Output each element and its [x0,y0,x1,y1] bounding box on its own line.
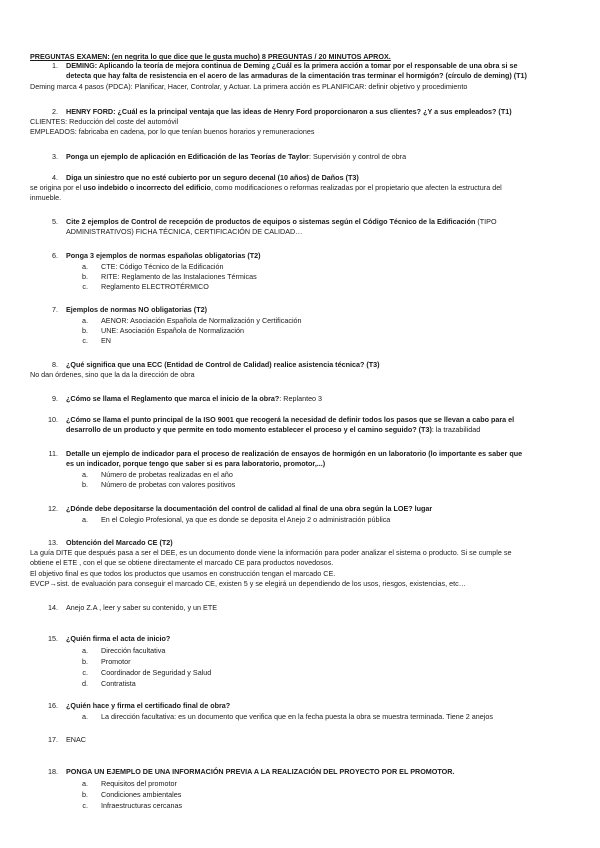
list-label: c. [82,336,88,345]
question-number: 13. [48,538,58,547]
answer-inline: : Replanteo 3 [279,394,323,403]
question-number: 7. [52,305,58,314]
answer-text: EMPLEADOS: fabricaba en cadena, por lo que tenían buenos horarios y remuneraciones [30,127,315,136]
list-item: CTE: Código Técnico de la Edificación [101,262,224,271]
question-text: ¿Quién firma el acta de inicio? [66,634,171,643]
question-text: ¿Dónde debe depositarse la documentación del control de calidad al final de una obra según la LOE? lugar [66,504,433,513]
question-text: Anejo Z.A , leer y saber su contenido, y un ETE [66,603,218,612]
question-number: 10. [48,415,58,424]
question-text: detecta que hay falta de resistencia en el acero de las armaduras de la cimentación tras terminar el hormigón? (círculo de deming) (T1) [66,71,527,80]
question-text: Diga un siniestro que no esté cubierto por un seguro decenal (10 años) de Daños (T3) [66,173,359,182]
question-text [66,394,322,403]
list-item: En el Colegio Profesional, ya que es donde se deposita el Anejo 2 o administración pública [101,515,391,524]
list-item: La dirección facultativa: es un documento que verifica que en la fecha puesta la obra se muestra terminada. Tiene 2 anejos [101,712,493,721]
document-header: PREGUNTAS EXAMEN: (en negrita lo que dice que le gusta mucho) 8 PREGUNTAS / 20 MINUTOS APROX. [30,52,391,61]
list-label: d. [82,679,88,688]
question-text: HENRY FORD: ¿Cuál es la principal ventaja que las ideas de Henry Ford proporcionaron a sus clientes? ¿Y a sus empleados? (T1) [66,107,512,116]
question-number: 14. [48,603,58,612]
answer-inline: : la trazabilidad [431,425,481,434]
list-item: UNE: Asociación Española de Normalización [101,326,245,335]
list-item: Requisitos del promotor [101,779,177,788]
answer-part: se origina por el [30,183,84,192]
answer-part: , como modificaciones o reformas realizadas por el propietario que afecten la estructura del [210,183,502,192]
list-item: Coordinador de Seguridad y Salud [101,668,212,677]
list-item: EN [101,336,111,345]
list-item: Número de probetas realizadas en el año [101,470,233,479]
list-item: Dirección facultativa [101,646,166,655]
list-label: a. [82,262,88,271]
question-number: 18. [48,767,58,776]
question-number: 9. [52,394,58,403]
question-text: Ejemplos de normas NO obligatorias (T2) [66,305,207,314]
answer-text: El objetivo final es que todos los productos que usamos en construcción tengan el marcado CE. [30,569,336,578]
question-number: 1. [52,61,58,70]
question-number: 3. [52,152,58,161]
question-text [66,217,497,226]
question-bold: Ponga un ejemplo de aplicación en Edificación de las Teorías de Taylor [66,152,309,161]
answer-text: La guía DITE que después pasa a ser el DEE, es un documento donde viene la información para poder analizar el sistema o producto. Si se cumple se [30,548,512,557]
list-item: Condiciones ambientales [101,790,182,799]
question-number: 5. [52,217,58,226]
answer-text: Deming marca 4 pasos (PDCA): Planificar, Hacer, Controlar, y Actuar. La primera acción es PLANIFICAR: definir objetivo y procedimiento [30,82,468,91]
question-text: ¿Cómo se llama el punto principal de la ISO 9001 que recogerá la necesidad de definir todos los pasos que se llevan a cabo para el [66,415,515,424]
list-label: b. [82,657,88,666]
question-text [66,152,406,161]
list-item: AENOR: Asociación Española de Normalización y Certificación [101,316,302,325]
answer-text: No dan órdenes, sino que la da la dirección de obra [30,370,195,379]
question-text: es un indicador, porque tengo que saber si es para laboratorio, promotor,...) [66,459,326,468]
question-number: 8. [52,360,58,369]
question-number: 2. [52,107,58,116]
question-number: 17. [48,735,58,744]
question-bold: desarrollo de un producto y que permite en todo momento establecer el proceso y el camino seguido? (T3) [66,425,432,434]
question-text: PONGA UN EJEMPLO DE UNA INFORMACIÓN PREVIA A LA REALIZACIÓN DEL PROYECTO POR EL PROMOTOR. [66,767,455,776]
answer-text: ADMINISTRATIVOS) FICHA TÉCNICA, CERTIFICACIÓN DE CALIDAD… [66,227,303,236]
question-number: 16. [48,701,58,710]
answer-text: inmueble. [30,193,62,202]
list-label: a. [82,779,88,788]
question-number: 4. [52,173,58,182]
list-label: b. [82,272,88,281]
question-number: 12. [48,504,58,513]
list-label: c. [82,282,88,291]
list-label: a. [82,515,88,524]
answer-bold: uso indebido o incorrecto del edificio [83,183,211,192]
question-number: 11. [48,449,58,458]
answer-inline: : Supervisión y control de obra [308,152,407,161]
list-label: a. [82,712,88,721]
question-text: Detalle un ejemplo de indicador para el proceso de realización de ensayos de hormigón en un laboratorio (lo importante es saber que [66,449,523,458]
question-text: Obtención del Marcado CE (T2) [66,538,173,547]
list-item: Promotor [101,657,131,666]
answer-text [30,183,502,192]
list-label: b. [82,326,88,335]
list-item: Contratista [101,679,136,688]
answer-inline: (TIPO [475,217,497,226]
question-number: 6. [52,251,58,260]
list-label: c. [82,801,88,810]
list-item: Infraestructuras cercanas [101,801,183,810]
list-label: b. [82,480,88,489]
list-item: Reglamento ELECTROTÉRMICO [101,282,209,291]
answer-text: CLIENTES: Reducción del coste del automóvil [30,117,179,126]
question-text: ¿Qué significa que una ECC (Entidad de Control de Calidad) realice asistencia técnica? (T3) [66,360,380,369]
question-bold: Cite 2 ejemplos de Control de recepción de productos de equipos o sistemas según el Código Técnico de la Edificación [66,217,476,226]
question-number: 15. [48,634,58,643]
list-label: a. [82,470,88,479]
list-item: Número de probetas con valores positivos [101,480,236,489]
question-text: ENAC [66,735,86,744]
list-label: b. [82,790,88,799]
list-label: a. [82,316,88,325]
answer-text: obtiene el ETE , con el que se obtiene directamente el marcado CE para productos novedosos. [30,558,334,567]
list-item: RITE: Reglamento de las Instalaciones Térmicas [101,272,257,281]
question-text: DEMING: Aplicando la teoría de mejora continua de Deming ¿Cuál es la primera acción a tomar por el responsable de una obra si se [66,61,518,70]
question-text: Ponga 3 ejemplos de normas españolas obligatorias (T2) [66,251,261,260]
list-label: a. [82,646,88,655]
question-bold: ¿Cómo se llama el Reglamento que marca el inicio de la obra? [66,394,280,403]
question-text: ¿Quién hace y firma el certificado final de obra? [66,701,231,710]
question-text [66,425,480,434]
list-label: c. [82,668,88,677]
answer-text: EVCP→sist. de evaluación para conseguir el marcado CE, existen 5 y se elegirá un dependiendo de los usos, riesgos, existencias, etc… [30,579,466,588]
